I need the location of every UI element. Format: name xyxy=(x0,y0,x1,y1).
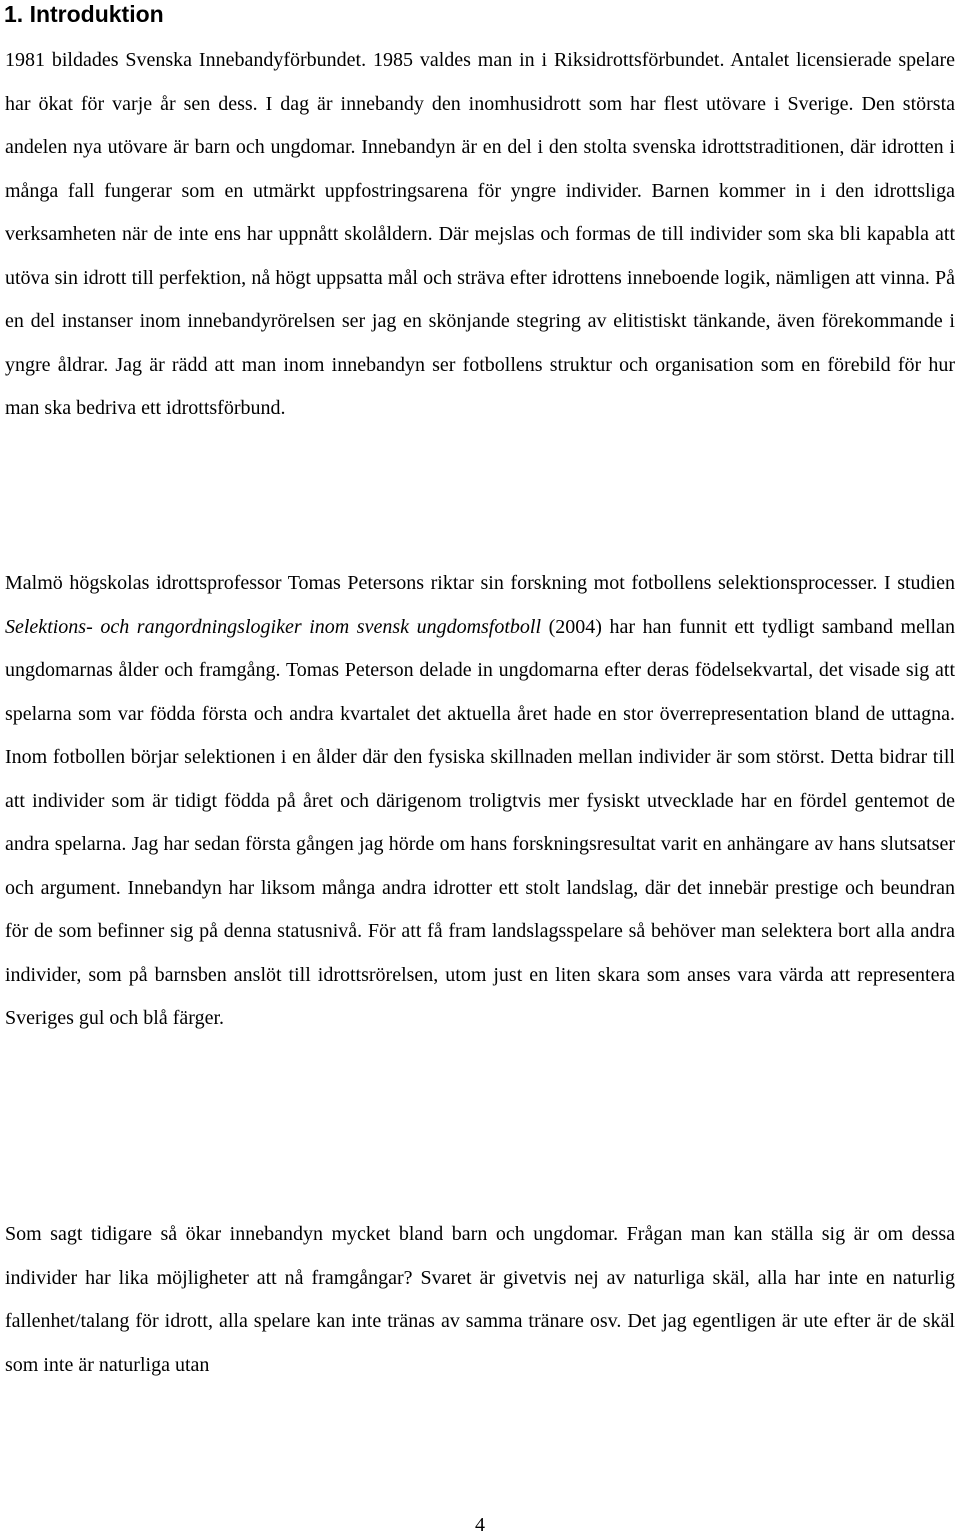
paragraph-research-text-start: Malmö högskolas idrottsprofessor Tomas Petersons riktar sin forskning mot fotbollens selektionsprocesser. I studien xyxy=(5,572,955,594)
paragraph-research-text-end: (2004) har han funnit ett tydligt samband mellan ungdomarnas ålder och framgång. Tomas Peterson delade in ungdomarna efter deras födelsekvartal, det visade sig att spelarna som var födda första och andra kvartalet det aktuella året hade en stor överrepresentation bland de uttagna. Inom fotbollen börjar selektionen i en ålder där den fysiska skillnaden mellan individer är som störst. Detta bidrar till att individer som är tidigt födda på året och därigenom troligtvis mer fysiskt utvecklade har en fördel gentemot de andra spelarna. Jag har sedan första gången jag hörde om hans forskningsresultat varit en anhängare av hans slutsatser och argument. Innebandyn har liksom många andra idrotter ett stolt landslag, där det innebär prestige och beundran för de som befinner sig på denna statusnivå. För att få fram landslagsspelare så behöver man selektera bort alla andra individer, som på barnsben anslöt till idrottsrörelsen, utom just en liten skara som anses vara värda att representera Sveriges gul och blå färger. xyxy=(5,615,955,1029)
paragraph-question: Som sagt tidigare så ökar innebandyn mycket bland barn och ungdomar. Frågan man kan ställa sig är om dessa individer har lika möjligheter att nå framgångar? Svaret är givetvis nej av naturliga skäl, alla har inte en naturlig fallenhet/talang för idrott, alla spelare kan inte tränas av samma tränare osv. Det jag egentligen är ute efter är de skäl som inte är naturliga utan xyxy=(5,1223,955,1376)
section-heading: 1. Introduktion xyxy=(4,1,164,27)
page-number: 4 xyxy=(475,1514,485,1536)
paragraph-research xyxy=(5,562,955,1041)
paragraph-intro: 1981 bildades Svenska Innebandyförbundet. 1985 valdes man in i Riksidrottsförbundet. Antalet licensierade spelare har ökat för varje år sen dess. I dag är innebandy den inomhusidrott som har flest utövare i Sverige. Den största andelen nya utövare är barn och ungdomar. Innebandyn är en del i den stolta svenska idrottstraditionen, där idrotten i många fall fungerar som en utmärkt uppfostringsarena för yngre individer. Barnen kommer in i den idrottsliga verksamheten när de inte ens har uppnått skolåldern. Där mejslas och formas de till individer som ska bli kapabla att utöva sin idrott till perfektion, nå högt uppsatta mål och sträva efter idrottens inneboende logik, nämligen att vinna. På en del instanser inom innebandyrörelsen ser jag en skönjande stegring av elitistiskt tänkande, även förekommande i yngre åldrar. Jag är rädd att man inom innebandyn ser fotbollens struktur och organisation som en förebild för hur man ska bedriva ett idrottsförbund. xyxy=(5,49,955,419)
study-title: Selektions- och rangordningslogiker inom svensk ungdomsfotboll xyxy=(5,615,542,638)
